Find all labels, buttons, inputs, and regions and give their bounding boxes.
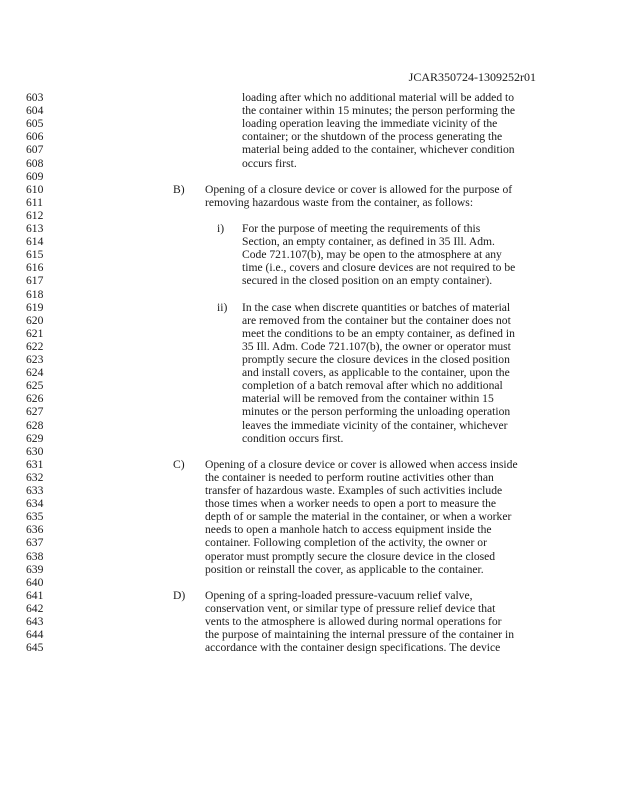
line-text: minutes or the person performing the unloading operation	[242, 405, 511, 419]
document-line	[0, 327, 618, 340]
line-number: 613	[26, 222, 44, 235]
subsection-label: ii)	[217, 300, 228, 314]
line-text: Opening of a closure device or cover is allowed when access inside	[205, 457, 518, 471]
document-line	[0, 288, 618, 301]
line-text: container. Following completion of the activity, the owner or	[205, 536, 487, 550]
document-line	[0, 340, 618, 353]
line-number: 628	[26, 418, 44, 432]
line-text: container; or the shutdown of the process generating the	[242, 130, 503, 144]
line-number: 630	[26, 444, 44, 458]
line-number: 605	[26, 117, 44, 131]
line-text: accordance with the container design specifications. The device	[205, 641, 501, 655]
document-line	[0, 261, 618, 274]
subsection-label: C)	[173, 457, 185, 471]
line-number: 608	[26, 156, 44, 170]
document-line	[0, 314, 618, 327]
line-text: the container is needed to perform routine activities other than	[205, 470, 494, 484]
document-line	[0, 209, 618, 222]
document-line	[0, 484, 618, 497]
document-line	[0, 366, 618, 379]
line-number: 629	[26, 431, 44, 445]
line-text: promptly secure the closure devices in the closed position	[242, 353, 510, 366]
subsection-label: D)	[173, 588, 186, 602]
line-number: 610	[26, 182, 44, 196]
line-text: Section, an empty container, as defined in 35 Ill. Adm.	[242, 235, 495, 249]
line-number: 604	[26, 104, 44, 118]
document-line	[0, 419, 618, 432]
line-number: 640	[26, 575, 44, 589]
line-text: depth of or sample the material in the container, or when a worker	[205, 510, 512, 524]
line-number: 631	[26, 457, 44, 471]
line-text: loading after which no additional material will be added to	[242, 91, 515, 104]
line-number: 641	[26, 588, 44, 602]
document-id-header: JCAR350724-1309252r01	[408, 70, 536, 84]
document-line	[0, 196, 618, 209]
line-number: 637	[26, 536, 44, 550]
document-line	[0, 563, 618, 576]
line-text: In the case when discrete quantities or batches of material	[242, 300, 511, 314]
subsection-label: i)	[217, 222, 225, 235]
line-text: condition occurs first.	[242, 431, 344, 445]
line-number: 635	[26, 510, 44, 524]
line-number: 638	[26, 549, 44, 563]
line-number: 621	[26, 326, 44, 340]
line-text: leaves the immediate vicinity of the container, whichever	[242, 418, 508, 432]
document-line	[0, 222, 618, 235]
line-text: and install covers, as applicable to the container, upon the	[242, 366, 510, 380]
line-number: 614	[26, 235, 44, 249]
document-line	[0, 130, 618, 143]
line-number: 611	[26, 195, 43, 209]
line-text: 35 Ill. Adm. Code 721.107(b), the owner or operator must	[242, 339, 511, 353]
document-line	[0, 405, 618, 418]
document-line	[0, 497, 618, 510]
line-text: the purpose of maintaining the internal pressure of the container in	[205, 628, 515, 642]
line-number: 622	[26, 339, 44, 353]
line-number: 626	[26, 392, 44, 406]
line-text: the container within 15 minutes; the person performing the	[242, 104, 516, 118]
document-line	[0, 248, 618, 261]
document-line	[0, 104, 618, 117]
line-text: For the purpose of meeting the requirements of this	[242, 222, 481, 235]
document-line	[0, 274, 618, 287]
line-text: material being added to the container, whichever condition	[242, 143, 515, 157]
line-text: conservation vent, or similar type of pressure relief device that	[205, 601, 496, 615]
document-line	[0, 432, 618, 445]
line-number: 634	[26, 497, 44, 511]
subsection-label: B)	[173, 182, 185, 196]
document-line	[0, 628, 618, 641]
document-line	[0, 379, 618, 392]
line-text: removing hazardous waste from the container, as follows:	[205, 195, 474, 209]
line-number: 606	[26, 130, 44, 144]
line-number: 632	[26, 470, 44, 484]
line-number: 607	[26, 143, 44, 157]
document-line	[0, 550, 618, 563]
line-number: 642	[26, 601, 44, 615]
document-line	[0, 641, 618, 654]
line-text: secured in the closed position on an empty container).	[242, 274, 493, 288]
document-line	[0, 301, 618, 314]
line-text: needs to open a manhole hatch to access equipment inside the	[205, 523, 492, 537]
line-number: 633	[26, 484, 44, 497]
line-number: 612	[26, 208, 44, 222]
line-text: completion of a batch removal after which no additional	[242, 379, 503, 393]
line-number: 643	[26, 615, 44, 628]
line-text: those times when a worker needs to open a port to measure the	[205, 497, 497, 511]
line-number: 644	[26, 628, 44, 642]
line-number: 609	[26, 169, 44, 183]
line-number: 615	[26, 248, 44, 262]
line-text: time (i.e., covers and closure devices are not required to be	[242, 261, 516, 275]
line-number: 636	[26, 523, 44, 537]
line-number: 620	[26, 313, 44, 327]
line-text: loading operation leaving the immediate vicinity of the	[242, 117, 498, 131]
line-text: Code 721.107(b), may be open to the atmosphere at any	[242, 248, 502, 262]
line-text: position or reinstall the cover, as applicable to the container.	[205, 562, 484, 576]
line-text: meet the conditions to be an empty container, as defined in	[242, 326, 515, 340]
document-line	[0, 576, 618, 589]
line-number: 617	[26, 274, 44, 288]
document-line	[0, 157, 618, 170]
line-text: material will be removed from the container within 15	[242, 392, 494, 406]
document-line	[0, 353, 618, 366]
document-line	[0, 471, 618, 484]
line-number: 639	[26, 562, 44, 576]
document-line	[0, 536, 618, 549]
line-number: 624	[26, 366, 44, 380]
line-text: Opening of a closure device or cover is allowed for the purpose of	[205, 182, 513, 196]
line-text: transfer of hazardous waste. Examples of such activities include	[205, 484, 503, 497]
line-number: 623	[26, 353, 44, 366]
line-text: are removed from the container but the container does not	[242, 313, 511, 327]
document-line	[0, 170, 618, 183]
line-text: vents to the atmosphere is allowed during normal operations for	[205, 615, 502, 628]
document-line	[0, 510, 618, 523]
line-number: 627	[26, 405, 44, 419]
line-text: occurs first.	[242, 156, 297, 170]
document-line	[0, 523, 618, 536]
document-line	[0, 458, 618, 471]
document-line	[0, 117, 618, 130]
line-number: 625	[26, 379, 44, 393]
line-number: 603	[26, 91, 44, 104]
document-line	[0, 183, 618, 196]
line-number: 616	[26, 261, 44, 275]
document-line	[0, 91, 618, 104]
document-line	[0, 602, 618, 615]
document-line	[0, 615, 618, 628]
line-number: 619	[26, 300, 44, 314]
document-line	[0, 392, 618, 405]
line-number: 618	[26, 287, 44, 301]
document-line	[0, 143, 618, 156]
document-line	[0, 589, 618, 602]
line-number: 645	[26, 641, 44, 655]
line-text: operator must promptly secure the closure device in the closed	[205, 549, 496, 563]
line-text: Opening of a spring-loaded pressure-vacuum relief valve,	[205, 588, 473, 602]
document-line	[0, 445, 618, 458]
document-line	[0, 235, 618, 248]
